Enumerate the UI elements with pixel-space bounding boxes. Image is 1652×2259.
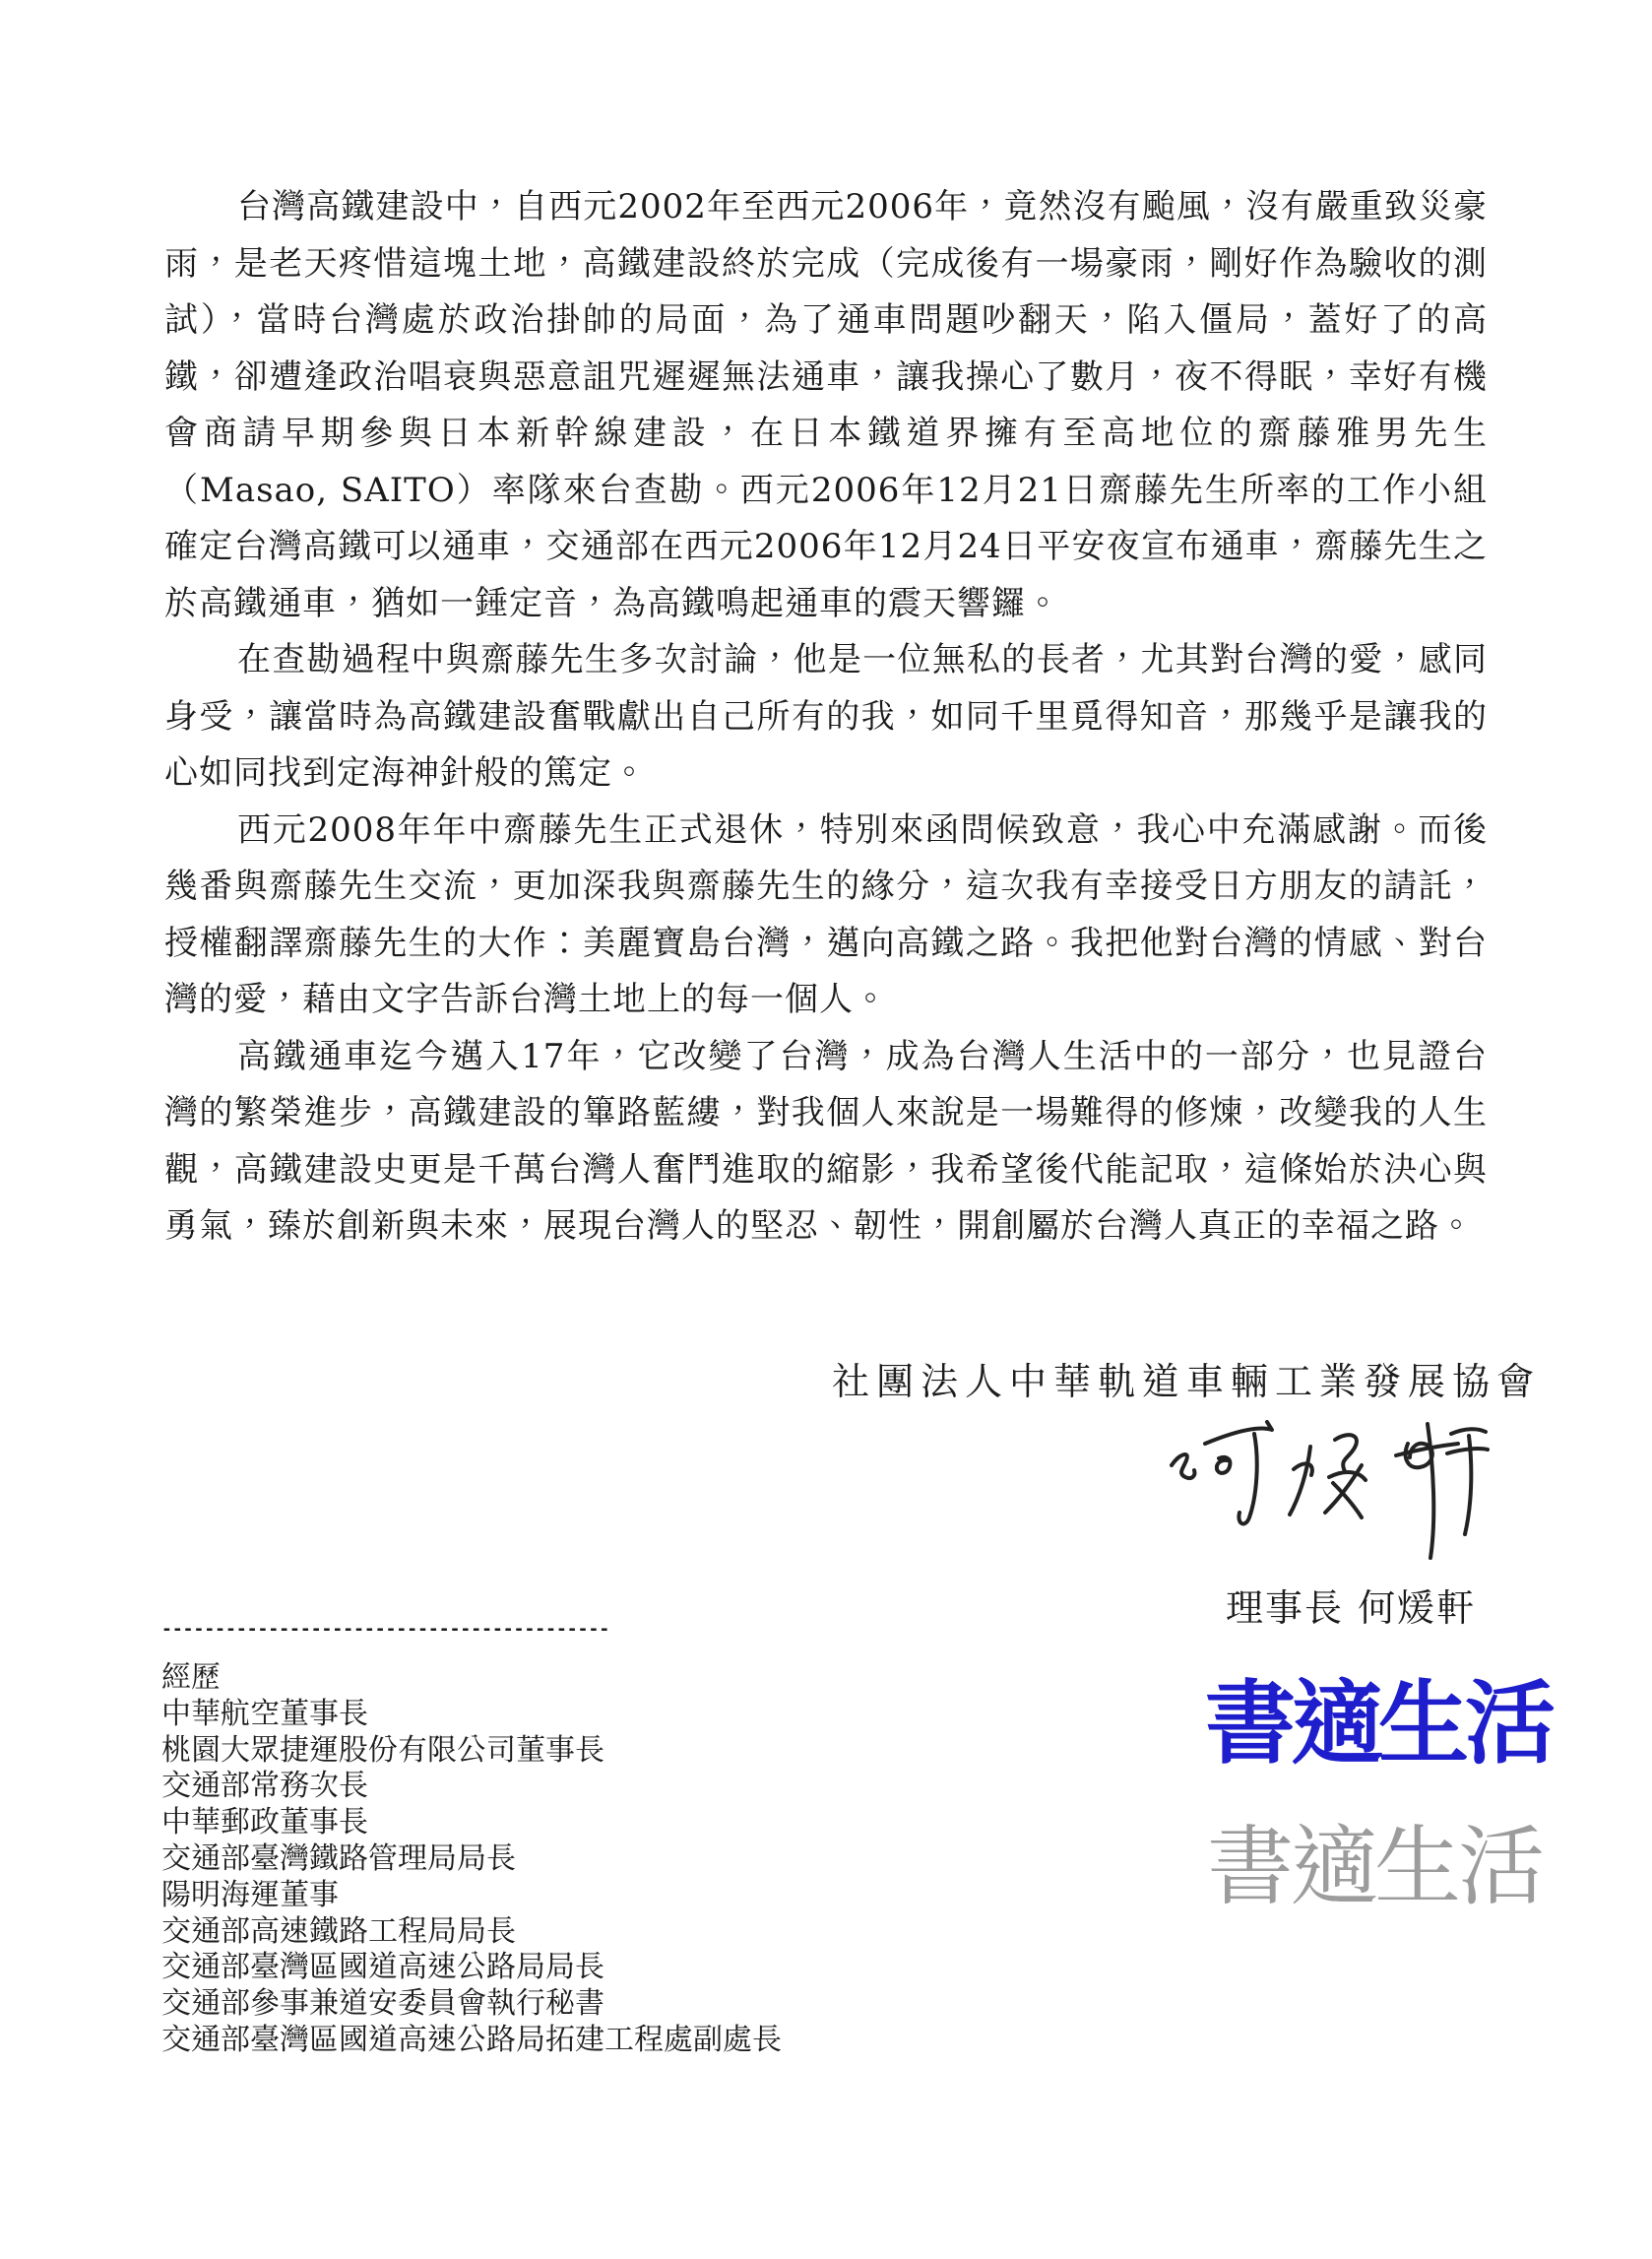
resume-item: 中華郵政董事長 [161, 1805, 368, 1840]
resume-item: 桃園大眾捷運股份有限公司董事長 [161, 1732, 604, 1768]
separator-dashed-line: ------------------------------------------ [161, 1619, 610, 1640]
resume-item: 交通部臺灣區國道高速公路局拓建工程處副處長 [161, 2022, 782, 2057]
resume-item: 交通部參事兼道安委員會執行秘書 [161, 1986, 604, 2022]
letter-paragraph-4: 高鐵通車迄今邁入17年，它改變了台灣，成為台灣人生活中的一部分，也見證台灣的繁榮進步，高鐵建設的篳路藍縷，對我個人來說是一場難得的修煉，改變我的人生觀，高鐵建設史更是千萬台灣人奮鬥進取的縮影，我希望後代能記取，這條始於決心與勇氣，臻於創新與未來，展現台灣人的堅忍、韌性，開創屬於台灣人真正的幸福之路。 [164, 1036, 1488, 1246]
resume-item: 陽明海運董事 [161, 1877, 339, 1912]
letter-paragraph-3: 西元2008年年中齋藤先生正式退休，特別來函問候致意，我心中充滿感謝。而後幾番與齋藤先生交流，更加深我與齋藤先生的緣分，這次我有幸接受日方朋友的請託，授權翻譯齋藤先生的大作：美麗寶島台灣，邁向高鐵之路。我把他對台灣的情感、對台灣的愛，藉由文字告訴台灣土地上的每一個人。 [164, 809, 1488, 1019]
letter-paragraph-1: 台灣高鐵建設中，自西元2002年至西元2006年，竟然沒有颱風，沒有嚴重致災豪雨，是老天疼惜這塊土地，高鐵建設終於完成（完成後有一場豪雨，剛好作為驗收的測試），當時台灣處於政治掛帥的局面，為了通車問題吵翻天，陷入僵局，蓋好了的高鐵，卻遭逢政治唱衰與惡意詛咒遲遲無法通車，讓我操心了數月，夜不得眠，幸好有機會商請早期參與日本新幹線建設，在日本鐵道界擁有至高地位的齋藤雅男先生（Masao, SAITO）率隊來台查勘。西元2006年12月21日齋藤先生所率的工作小組確定台灣高鐵可以通車，交通部在西元2006年12月24日平安夜宣布通車，齋藤先生之於高鐵通車，猶如一錘定音，為高鐵鳴起通車的震天響鑼。 [164, 187, 1488, 623]
signature-handwriting [1150, 1414, 1494, 1564]
signature-strokes [1172, 1422, 1488, 1558]
resume-item: 交通部高速鐵路工程局局長 [161, 1913, 516, 1949]
letter-body [164, 179, 1488, 1256]
watermark-gray: 書適生活 [1207, 1816, 1543, 1917]
resume-heading: 經歷 [161, 1660, 221, 1695]
watermark-blue: 書適生活 [1205, 1670, 1553, 1776]
letter-paragraph-2: 在查勘過程中與齋藤先生多次討論，他是一位無私的長者，尤其對台灣的愛，感同身受，讓當時為高鐵建設奮戰獻出自己所有的我，如同千里覓得知音，那幾乎是讓我的心如同找到定海神針般的篤定。 [164, 640, 1488, 793]
organization-name: 社團法人中華軌道車輛工業發展協會 [832, 1360, 1542, 1403]
resume-item: 交通部常務次長 [161, 1769, 368, 1804]
signer-title-name: 理事長 何煖軒 [1226, 1586, 1477, 1630]
resume-section [161, 1660, 782, 2059]
resume-item: 交通部臺灣區國道高速公路局局長 [161, 1950, 604, 1985]
resume-item: 交通部臺灣鐵路管理局局長 [161, 1840, 516, 1876]
resume-item: 中華航空董事長 [161, 1696, 368, 1731]
